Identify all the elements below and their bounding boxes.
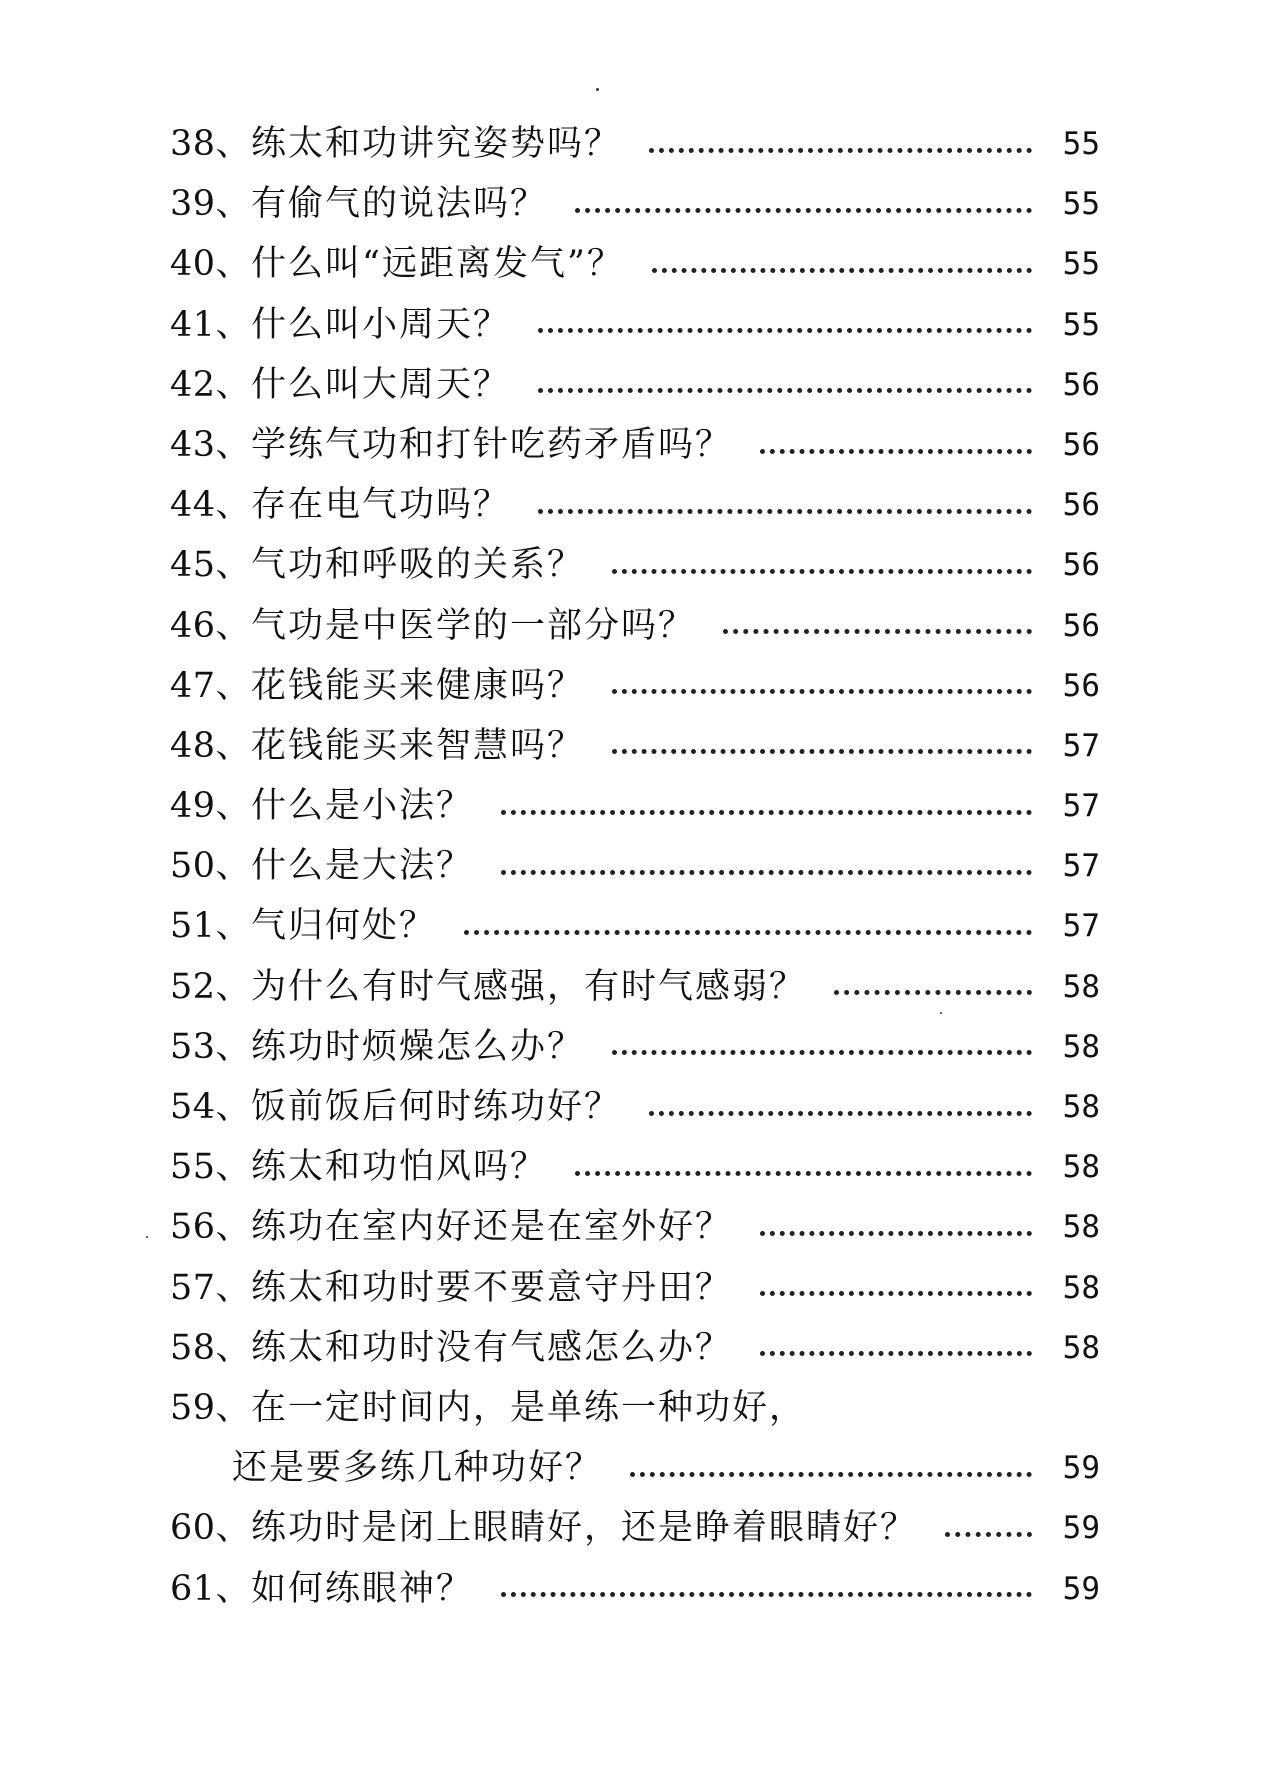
toc-entry-title: 练太和功讲究姿势吗？	[251, 124, 622, 164]
toc-entry	[170, 896, 1100, 956]
toc-entry-number: 53、	[170, 1026, 252, 1067]
toc-entry-number: 38、	[170, 124, 252, 164]
toc-entry	[170, 535, 1100, 595]
toc-entry-title: 练功在室内好还是在室外好？	[251, 1207, 733, 1248]
toc-entry-line	[170, 1559, 1100, 1619]
toc-entry-number: 52、	[170, 966, 252, 1007]
toc-entry-title: 为什么有时气感强，有时气感弱？	[251, 966, 807, 1007]
toc-entry	[170, 1077, 1100, 1137]
toc-entry-title: 气功和呼吸的关系？	[251, 545, 585, 586]
toc-entry-line	[170, 174, 1100, 234]
toc-entry-title: 有偷气的说法吗？	[251, 184, 548, 225]
dot-leader	[945, 1532, 1032, 1537]
table-of-contents	[170, 114, 1100, 1619]
toc-entry	[170, 234, 1100, 294]
toc-entry	[170, 415, 1100, 475]
dot-leader	[612, 569, 1032, 574]
toc-entry	[170, 1378, 1100, 1498]
dot-leader	[612, 689, 1032, 694]
toc-entry-number: 56、	[170, 1207, 252, 1248]
toc-entry-title: 花钱能买来智慧吗？	[251, 725, 585, 766]
toc-entry	[170, 295, 1100, 355]
toc-entry	[170, 1498, 1100, 1558]
toc-entry-number: 46、	[170, 605, 252, 646]
toc-entry-number: 42、	[170, 364, 252, 405]
toc-entry-title: 气归何处？	[251, 906, 437, 947]
toc-entry	[170, 656, 1100, 716]
dot-leader	[612, 749, 1032, 754]
toc-entry-line	[170, 1378, 1100, 1438]
dot-leader	[575, 208, 1032, 213]
dot-leader	[760, 449, 1032, 454]
toc-entry-line	[170, 656, 1100, 716]
print-speck	[596, 88, 599, 91]
dot-leader	[501, 810, 1032, 815]
toc-entry-number: 60、	[170, 1508, 252, 1549]
toc-entry-page-number: 56	[1062, 607, 1100, 644]
toc-entry-page-number: 55	[1062, 126, 1100, 162]
toc-entry-title: 在一定时间内，是单练一种功好，	[251, 1387, 807, 1428]
toc-entry-page-number: 59	[1062, 1510, 1100, 1547]
toc-entry-line	[170, 1318, 1100, 1378]
dot-leader	[538, 328, 1032, 333]
toc-entry-line	[170, 836, 1100, 896]
toc-entry-number: 44、	[170, 485, 252, 526]
dot-leader	[612, 1050, 1032, 1055]
toc-entry-page-number: 57	[1062, 848, 1100, 885]
toc-entry-number: 55、	[170, 1147, 252, 1188]
toc-entry-title: 饭前饭后何时练功好？	[251, 1087, 622, 1127]
toc-entry-page-number: 59	[1062, 1570, 1100, 1607]
toc-entry	[170, 174, 1100, 234]
toc-entry-number: 39、	[170, 184, 252, 225]
toc-entry-title: 如何练眼神？	[251, 1568, 474, 1609]
toc-entry-page-number: 55	[1062, 186, 1100, 223]
toc-entry-page-number: 56	[1062, 366, 1100, 403]
print-speck	[146, 1236, 148, 1238]
toc-entry-number: 57、	[170, 1267, 252, 1308]
toc-entry-line	[170, 114, 1100, 174]
dot-leader	[760, 1351, 1032, 1356]
toc-entry	[170, 1197, 1100, 1257]
toc-entry-page-number: 58	[1062, 1089, 1100, 1125]
toc-entry-line	[170, 716, 1100, 776]
toc-entry	[170, 1017, 1100, 1077]
toc-entry	[170, 836, 1100, 896]
toc-entry-title: 练太和功怕风吗？	[251, 1147, 548, 1188]
toc-entry-line	[170, 1498, 1100, 1558]
toc-entry-number: 59、	[170, 1387, 252, 1428]
toc-entry-number: 58、	[170, 1327, 252, 1368]
toc-entry-title: 练功时是闭上眼睛好，还是睁着眼睛好？	[251, 1508, 918, 1549]
toc-entry-page-number: 57	[1062, 908, 1100, 945]
toc-entry	[170, 957, 1100, 1017]
toc-entry-page-number: 55	[1062, 246, 1100, 283]
toc-entry-number: 40、	[170, 244, 252, 285]
toc-entry-title: 练太和功时没有气感怎么办？	[251, 1327, 733, 1368]
toc-entry-title: 什么叫大周天？	[251, 364, 511, 405]
dot-leader	[723, 629, 1032, 634]
toc-entry-line	[170, 234, 1100, 294]
toc-entry-title: 气功是中医学的一部分吗？	[251, 605, 696, 646]
toc-entry-page-number: 58	[1062, 1269, 1100, 1306]
toc-entry-line	[170, 776, 1100, 836]
toc-entry-line-continued	[170, 1438, 1100, 1498]
toc-entry-title: 练太和功时要不要意守丹田？	[251, 1267, 733, 1308]
toc-entry-line	[170, 415, 1100, 475]
toc-entry	[170, 1559, 1100, 1619]
dot-leader	[760, 1291, 1032, 1296]
toc-entry-page-number: 56	[1062, 487, 1100, 524]
toc-entry-page-number: 58	[1062, 1209, 1100, 1246]
toc-entry	[170, 355, 1100, 415]
toc-entry-line	[170, 1017, 1100, 1077]
toc-entry-page-number: 58	[1062, 1329, 1100, 1366]
dot-leader	[501, 870, 1032, 875]
toc-entry-number: 50、	[170, 846, 252, 887]
toc-entry-number: 45、	[170, 545, 252, 586]
toc-entry-title: 练功时烦燥怎么办？	[251, 1026, 585, 1067]
toc-entry-line	[170, 596, 1100, 656]
toc-entry-page-number: 57	[1062, 727, 1100, 764]
toc-entry	[170, 475, 1100, 535]
toc-entry-page-number: 57	[1062, 788, 1100, 825]
toc-entry-page-number: 55	[1062, 306, 1100, 343]
toc-entry	[170, 1258, 1100, 1318]
toc-entry-page-number: 59	[1062, 1450, 1100, 1487]
toc-entry	[170, 114, 1100, 174]
toc-entry-line	[170, 1258, 1100, 1318]
toc-entry-title: 什么是大法？	[251, 846, 474, 887]
toc-entry	[170, 1318, 1100, 1378]
toc-entry-page-number: 58	[1062, 1149, 1100, 1186]
dot-leader	[538, 388, 1032, 393]
toc-entry-page-number: 56	[1062, 547, 1100, 584]
toc-entry-page-number: 56	[1062, 426, 1100, 463]
toc-entry-title: 学练气功和打针吃药矛盾吗？	[251, 424, 733, 465]
dot-leader	[649, 148, 1032, 153]
dot-leader	[538, 509, 1032, 514]
dot-leader	[834, 990, 1032, 995]
dot-leader	[464, 930, 1032, 935]
toc-entry-number: 61、	[170, 1568, 252, 1609]
toc-entry-line	[170, 355, 1100, 415]
toc-entry-number: 48、	[170, 725, 252, 766]
toc-entry-line	[170, 1137, 1100, 1197]
toc-entry-number: 41、	[170, 304, 252, 345]
toc-entry-title: 什么是小法？	[251, 786, 474, 827]
dot-leader	[630, 1472, 1032, 1477]
toc-entry-number: 54、	[170, 1087, 252, 1127]
dot-leader	[501, 1592, 1032, 1597]
toc-entry-title-continued: 还是要多练几种功好？	[232, 1448, 603, 1489]
toc-entry-title: 花钱能买来健康吗？	[251, 665, 585, 706]
toc-entry-number: 49、	[170, 786, 252, 827]
toc-entry-line	[170, 1077, 1100, 1137]
toc-entry	[170, 776, 1100, 836]
toc-entry-line	[170, 295, 1100, 355]
toc-entry-number: 43、	[170, 424, 252, 465]
toc-entry	[170, 596, 1100, 656]
toc-entry-page-number: 56	[1062, 667, 1100, 704]
toc-entry-title: 什么叫小周天？	[251, 304, 511, 345]
toc-entry-page-number: 58	[1062, 1028, 1100, 1065]
dot-leader	[649, 1111, 1032, 1116]
toc-entry-number: 51、	[170, 906, 252, 947]
toc-entry-page-number: 58	[1062, 968, 1100, 1005]
toc-entry-line	[170, 957, 1100, 1017]
dot-leader	[760, 1231, 1032, 1236]
toc-entry-line	[170, 1197, 1100, 1257]
toc-entry-line	[170, 535, 1100, 595]
toc-entry-line	[170, 896, 1100, 956]
dot-leader	[652, 268, 1032, 273]
dot-leader	[575, 1171, 1032, 1176]
toc-entry-line	[170, 475, 1100, 535]
toc-entry	[170, 1137, 1100, 1197]
toc-entry	[170, 716, 1100, 776]
toc-entry-title: 什么叫“远距离发气”？	[251, 244, 624, 285]
toc-entry-number: 47、	[170, 665, 252, 706]
toc-entry-title: 存在电气功吗？	[251, 485, 511, 526]
